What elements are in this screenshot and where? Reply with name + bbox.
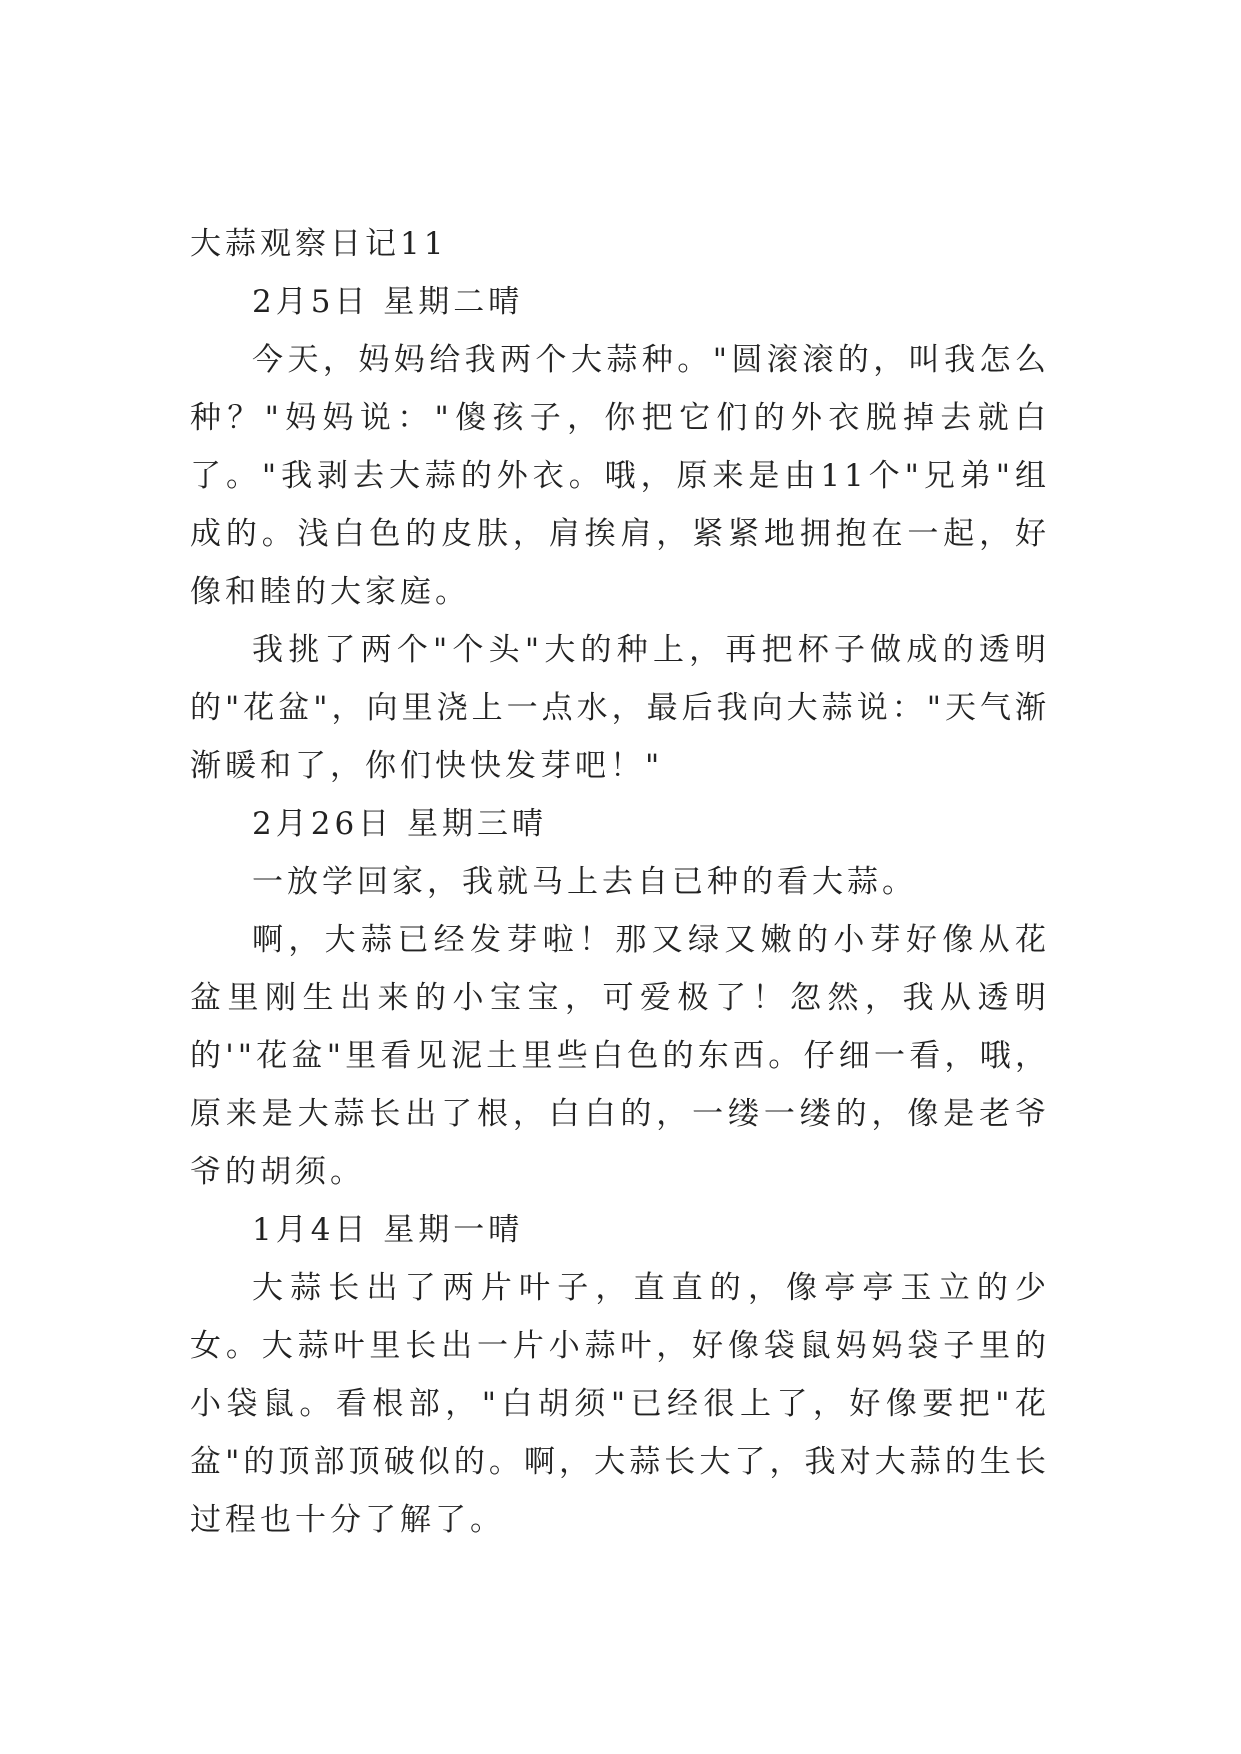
- entry-date: 2月5日 星期二晴: [252, 284, 524, 320]
- entry-paragraph: 我挑了两个"个头"大的种上，再把杯子做成的透明的"花盆"，向里浇上一点水，最后我向大蒜说："天气渐渐暖和了，你们快快发芽吧！": [190, 632, 1050, 784]
- document-title: 大蒜观察日记11: [190, 226, 448, 262]
- entry-date: 1月4日 星期一晴: [252, 1212, 524, 1248]
- document-body: [190, 215, 1050, 1549]
- entry-paragraph: 一放学回家，我就马上去自已种的看大蒜。: [252, 864, 917, 900]
- entry-paragraph: 大蒜长出了两片叶子，直直的，像亭亭玉立的少女。大蒜叶里长出一片小蒜叶，好像袋鼠妈妈袋子里的小袋鼠。看根部，"白胡须"已经很上了，好像要把"花盆"的顶部顶破似的。啊，大蒜长大了，我对大蒜的生长过程也十分了解了。: [190, 1270, 1050, 1538]
- entry-date: 2月26日 星期三晴: [252, 806, 548, 842]
- entry-paragraph: 今天，妈妈给我两个大蒜种。"圆滚滚的，叫我怎么种？"妈妈说："傻孩子，你把它们的外衣脱掉去就白了。"我剥去大蒜的外衣。哦，原来是由11个"兄弟"组成的。浅白色的皮肤，肩挨肩，紧紧地拥抱在一起，好像和睦的大家庭。: [190, 342, 1050, 610]
- entry-paragraph: 啊，大蒜已经发芽啦！那又绿又嫩的小芽好像从花盆里刚生出来的小宝宝，可爱极了！忽然，我从透明的'"花盆"里看见泥土里些白色的东西。仔细一看，哦，原来是大蒜长出了根，白白的，一缕一缕的，像是老爷爷的胡须。: [190, 922, 1050, 1190]
